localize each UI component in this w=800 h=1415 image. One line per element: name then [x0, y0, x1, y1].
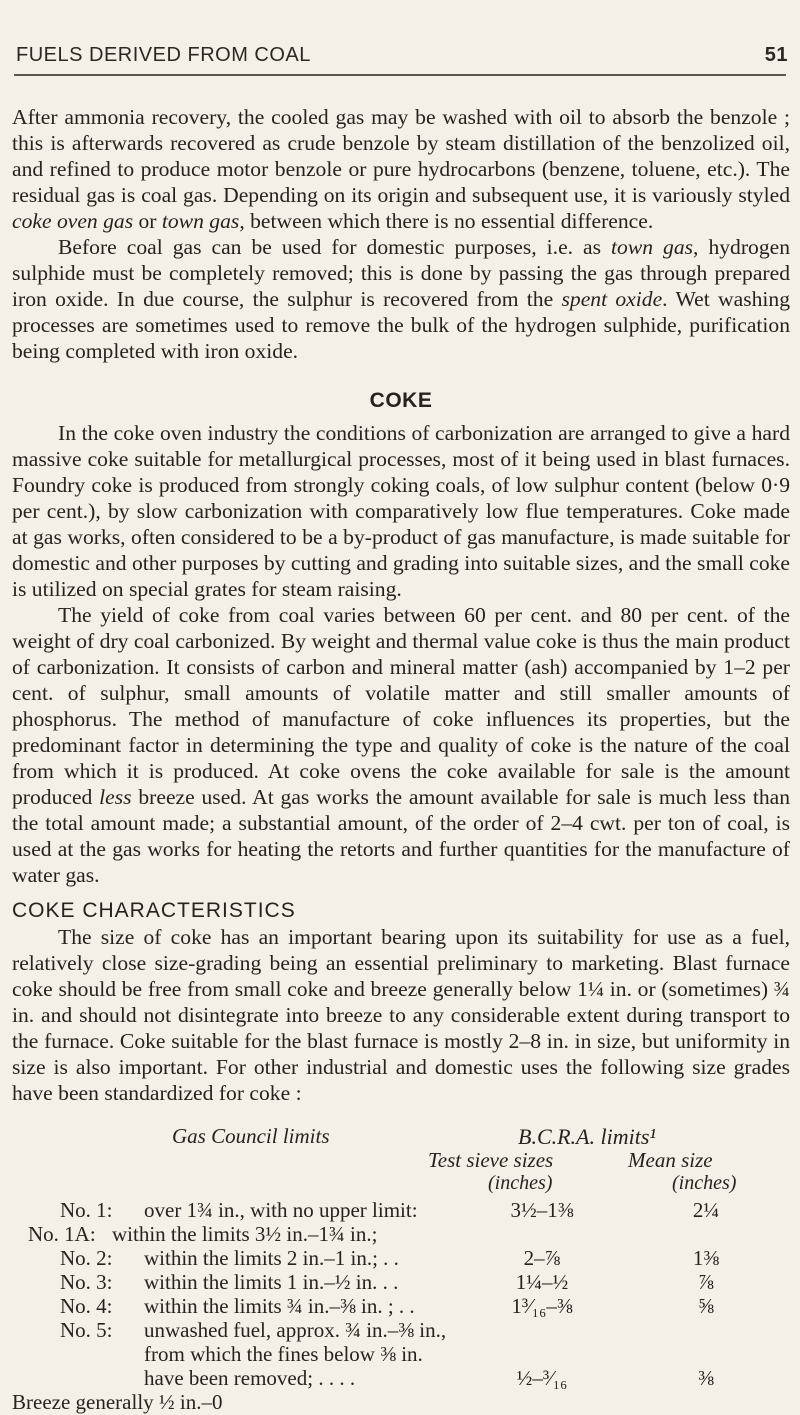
grade-mean: ⅞ — [698, 1270, 714, 1294]
col-sieve: Test sieve sizes — [428, 1148, 554, 1172]
grade-sieve: 1¼–½ — [515, 1270, 569, 1294]
unit-mean: (inches) — [672, 1172, 737, 1194]
grade-description: have been removed; . . . . — [144, 1366, 356, 1390]
paragraph-coke-yield: The yield of coke from coal varies between 60 per cent. and 80 per cent. of the weight of dry coal carbonized. By weight and thermal value coke is thus the main product of carbonization. It consists of carbon and mineral matter (ash) accompanied by 1–2 per cent. of sulphur, small amounts of volatile matter and still smaller amounts of phosphorus. The method of manufacture of coke influences its properties, but the predominant factor in determining the type and quality of coke is the nature of the coal from which it is produced. At coke ovens the coke available for sale is the amount produced less breeze used. At gas works the amount available for sale is much less than the total amount made; a substantial amount, of the order of 2–4 cwt. per ton of coal, is used at the gas works for heating the retorts and further quantities for the manufacture of water gas. — [12, 603, 790, 887]
grade-sieve: 2–⅞ — [523, 1246, 561, 1270]
grade-mean: 1⅜ — [692, 1246, 720, 1270]
header-rule — [14, 74, 786, 76]
heading-coke: COKE — [369, 389, 433, 412]
table-row — [12, 1294, 790, 1316]
running-title: FUELS DERIVED FROM COAL — [16, 44, 311, 66]
paragraph-hydrogen-sulphide: Before coal gas can be used for domestic purposes, i.e. as town gas, hydrogen sulphide must be completely removed; this is done by passing the gas through prepared iron oxide. In due course, the sulphur is recovered from the spent oxide. Wet washing processes are sometimes used to remove the bulk of the hydrogen sulphide, purification being completed with iron oxide. — [12, 235, 790, 363]
table-row — [12, 1198, 790, 1220]
grade-description: over 1¾ in., with no upper limit: — [144, 1198, 418, 1222]
grade-sieve: 3½–1⅜ — [510, 1198, 574, 1222]
paragraph-ammonia: After ammonia recovery, the cooled gas may be washed with oil to absorb the benzole ; this is afterwards recovered as crude benzole by steam distillation of the benzolized oil, and refined to produce motor benzole or pure hydrocarbons (benzene, toluene, etc.). The residual gas is coal gas. Depending on its origin and subsequent use, it is variously styled coke oven gas or town gas, between which there is no essential difference. — [12, 105, 790, 233]
running-header — [16, 44, 788, 70]
table-row — [12, 1270, 790, 1292]
table-unit-row — [12, 1172, 790, 1194]
grade-mean: ⅝ — [698, 1294, 714, 1318]
grade-number: No. 4: — [60, 1294, 113, 1318]
paragraph-coke-oven: In the coke oven industry the conditions of carbonization are arranged to give a hard massive coke suitable for metallurgical processes, most of it being used in blast furnaces. Foundry coke is produced from strongly coking coals, of low sulphur content (below 0·9 per cent.), by slow carbonization with comparatively low flue temperatures. Coke made at gas works, often considered to be a by-product of gas manufacture, is made suitable for domestic and other purposes by cutting and grading into suitable sizes, and the small coke is utilized on special grates for steam raising. — [12, 421, 790, 601]
table-header-row — [12, 1124, 790, 1149]
table-row — [12, 1390, 790, 1412]
heading-coke-characteristics: COKE CHARACTERISTICS — [12, 899, 296, 922]
grade-description: from which the fines below ⅜ in. — [144, 1342, 423, 1366]
grade-number: No. 3: — [60, 1270, 113, 1294]
grade-description: within the limits ¾ in.–⅜ in. ; . . — [144, 1294, 415, 1318]
paragraph-coke-size: The size of coke has an important bearing upon its suitability for use as a fuel, relatively close size-grading being an essential preliminary to marketing. Blast furnace coke should be free from small coke and breeze generally below 1¼ in. or (sometimes) ¾ in. and should not disintegrate into breeze to any considerable extent during transport to the furnace. Coke suitable for the blast furnace is mostly 2–8 in. in size, but uniformity in size is also important. For other industrial and domestic uses the following size grades have been standardized for coke : — [12, 925, 790, 1105]
grade-number: No. 2: — [60, 1246, 113, 1270]
unit-sieve: (inches) — [488, 1172, 553, 1194]
grade-description: within the limits 1 in.–½ in. . . — [144, 1270, 399, 1294]
body-text — [12, 104, 790, 1106]
grade-description: within the limits 2 in.–1 in.; . . — [144, 1246, 399, 1270]
grade-sieve: 1³⁄₁₆–⅜ — [511, 1294, 573, 1318]
grade-mean: 2¼ — [692, 1198, 720, 1222]
grade-number: No. 1A: — [28, 1222, 96, 1246]
page-number: 51 — [764, 44, 788, 66]
grade-description: unwashed fuel, approx. ¾ in.–⅜ in., — [144, 1318, 447, 1342]
grade-number: No. 5: — [60, 1318, 113, 1342]
table-row — [12, 1246, 790, 1268]
table-subheader-row — [12, 1148, 790, 1170]
col-mean: Mean size — [628, 1148, 713, 1172]
grade-sieve: ½–³⁄₁₆ — [516, 1366, 568, 1390]
grade-number: No. 1: — [60, 1198, 113, 1222]
breeze-note: Breeze generally ½ in.–0 — [12, 1390, 223, 1414]
table-row — [12, 1222, 790, 1244]
table-row — [12, 1318, 790, 1340]
table-row — [12, 1342, 790, 1364]
col-gas-council: Gas Council limits — [172, 1124, 330, 1148]
grade-mean: ⅜ — [698, 1366, 714, 1390]
col-bcra: B.C.R.A. limits¹ — [518, 1124, 656, 1149]
grade-description: within the limits 3½ in.–1¾ in.; — [112, 1222, 378, 1246]
table-row — [12, 1366, 790, 1388]
